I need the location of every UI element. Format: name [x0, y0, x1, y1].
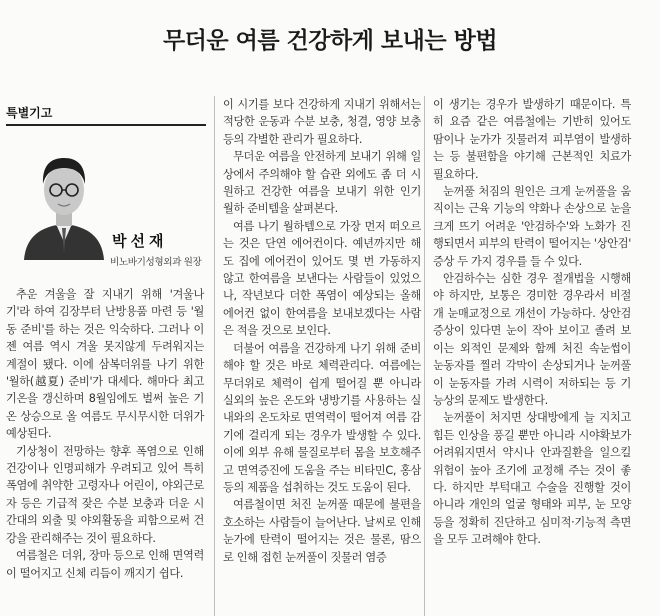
column-divider-1 [214, 96, 215, 616]
section-rule [6, 124, 206, 126]
paragraph: 기상청이 전망하는 향후 폭염으로 인해 건강이나 인명피해가 우려되고 있어 특히 폭염에 취약한 고령자나 어린이, 야외근로자 등은 기급적 잦은 수분 보충과 더운 시간대의 외출 및 야외활동을 피함으로써 건강을 관리해주는 것이 필요하다. [6, 444, 204, 545]
article-column-3 [433, 96, 631, 549]
author-portrait [16, 142, 112, 260]
paragraph: 추운 겨울을 잘 지내기 위해 '겨울나기'라 하여 김장부터 난방용품 마련 등 '월동 준비'를 하는 것은 익숙하다. 그러나 이젠 여름 역시 겨울 못지않게 두려워지는 계절이 됐다. 이에 삼복더위를 나기 위한 '월하(越夏) 준비'가 대세다. 해마다 최고 기온을 갱신하며 8월임에도 벌써 높은 기온 상승으로 올 여름도 무시무시한 더위가 예상된다. [6, 288, 204, 441]
section-tag: 특별기고 [6, 106, 53, 120]
author-name: 박선재 [112, 232, 168, 250]
article-column-2 [223, 96, 421, 566]
paragraph: 무더운 여름을 안전하게 보내기 위해 일상에서 주의해야 할 습관 외에도 좀 더 시원하고 건강한 여름을 보내기 위한 인기 월하 준비템을 살펴본다. [223, 150, 421, 216]
paragraph: 눈꺼풀 처짐의 원인은 크게 눈꺼풀을 움직이는 근육 기능의 약화나 손상으로 눈을 크게 뜨기 어려운 '안검하수'와 노화가 진행되면서 피부의 탄력이 떨어지는 '상안검' 증상 두 가지 경우를 들 수 있다. [433, 185, 631, 268]
paragraph: 여름철이면 처진 눈꺼풀 때문에 불편을 호소하는 사람들이 늘어난다. 날씨로 인해 눈가에 탄력이 떨어지는 것은 물론, 땀으로 인해 접힌 눈꺼풀이 짓물러 염증 [223, 498, 421, 564]
paragraph: 여름철은 더위, 장마 등으로 인해 면역력이 떨어지고 신체 리듬이 깨지기 쉽다. [6, 549, 204, 580]
column-divider-2 [424, 96, 425, 616]
paragraph: 눈꺼풀이 처지면 상대방에게 늘 지치고 힘든 인상을 풍길 뿐만 아니라 시야확보가 어려워지면서 약시나 안과질환을 일으킬 위험이 높아 조기에 교정해 주는 것이 좋다. 하지만 부턱대고 수술을 진행할 것이 아니라 개인의 얼굴 형태와 피부, 눈 모양 등을 정확히 진단하고 심미적·기능적 측면을 모두 고려해야 한다. [433, 411, 631, 547]
author-title: 비노바기성형외과 원장 [110, 257, 202, 268]
paragraph: 이 생기는 경우가 발생하기 때문이다. 특히 요즘 같은 여름철에는 기반히 있어도 땀이나 눈가가 짓물러져 피부염이 발생하는 등 불편함을 야기해 근본적인 치료가 필요하다. [433, 98, 631, 181]
paragraph: 안검하수는 심한 경우 절개법을 시행해야 하지만, 보통은 경미한 경우라서 비절개 눈매교정으로 개선이 가능하다. 상안검 증상이 있다면 눈이 작아 보이고 졸려 보이는 외적인 문제와 함께 처진 속눈썹이 눈동자를 찔러 각막이 손상되거나 눈꺼풀이 눈동자를 가려 시력이 저하되는 등 기능상의 문제도 발생한다. [433, 272, 631, 407]
paragraph: 이 시기를 보다 건강하게 지내기 위해서는 적당한 운동과 수분 보충, 청결, 영양 보충 등의 각별한 관리가 필요하다. [223, 98, 421, 146]
paragraph: 여름 나기 월하템으로 가장 먼저 떠오르는 것은 단연 에어컨이다. 예년까지만 해도 집에 에어컨이 있어도 몇 번 가동하지 않고 한여름을 보낸다는 사람들이 있었으나, 작년보다 더한 폭염이 예상되는 올해 에어컨 없이 한여름을 보내보겠다는 사람은 적을 것으로 보인다. [223, 219, 421, 338]
paragraph: 더불어 여름을 건강하게 나기 위해 준비해야 할 것은 바로 체력관리다. 여름에는 무더위로 체력이 쉽게 떨어질 뿐 아니라 실외의 높은 온도와 냉방기를 사용하는 실내와의 온도차로 면역력이 떨어져 여름 감기에 걸리게 되는 경우가 발생할 수 있다. 이에 외부 유해 물질로부터 몸을 보호해주고 면역증진에 도움을 주는 비타민C, 홍삼 등의 제품을 섭취하는 것도 도움이 된다. [223, 341, 421, 494]
article-headline: 무더운 여름 건강하게 보내는 방법 [162, 28, 498, 54]
article-column-1 [6, 286, 204, 582]
